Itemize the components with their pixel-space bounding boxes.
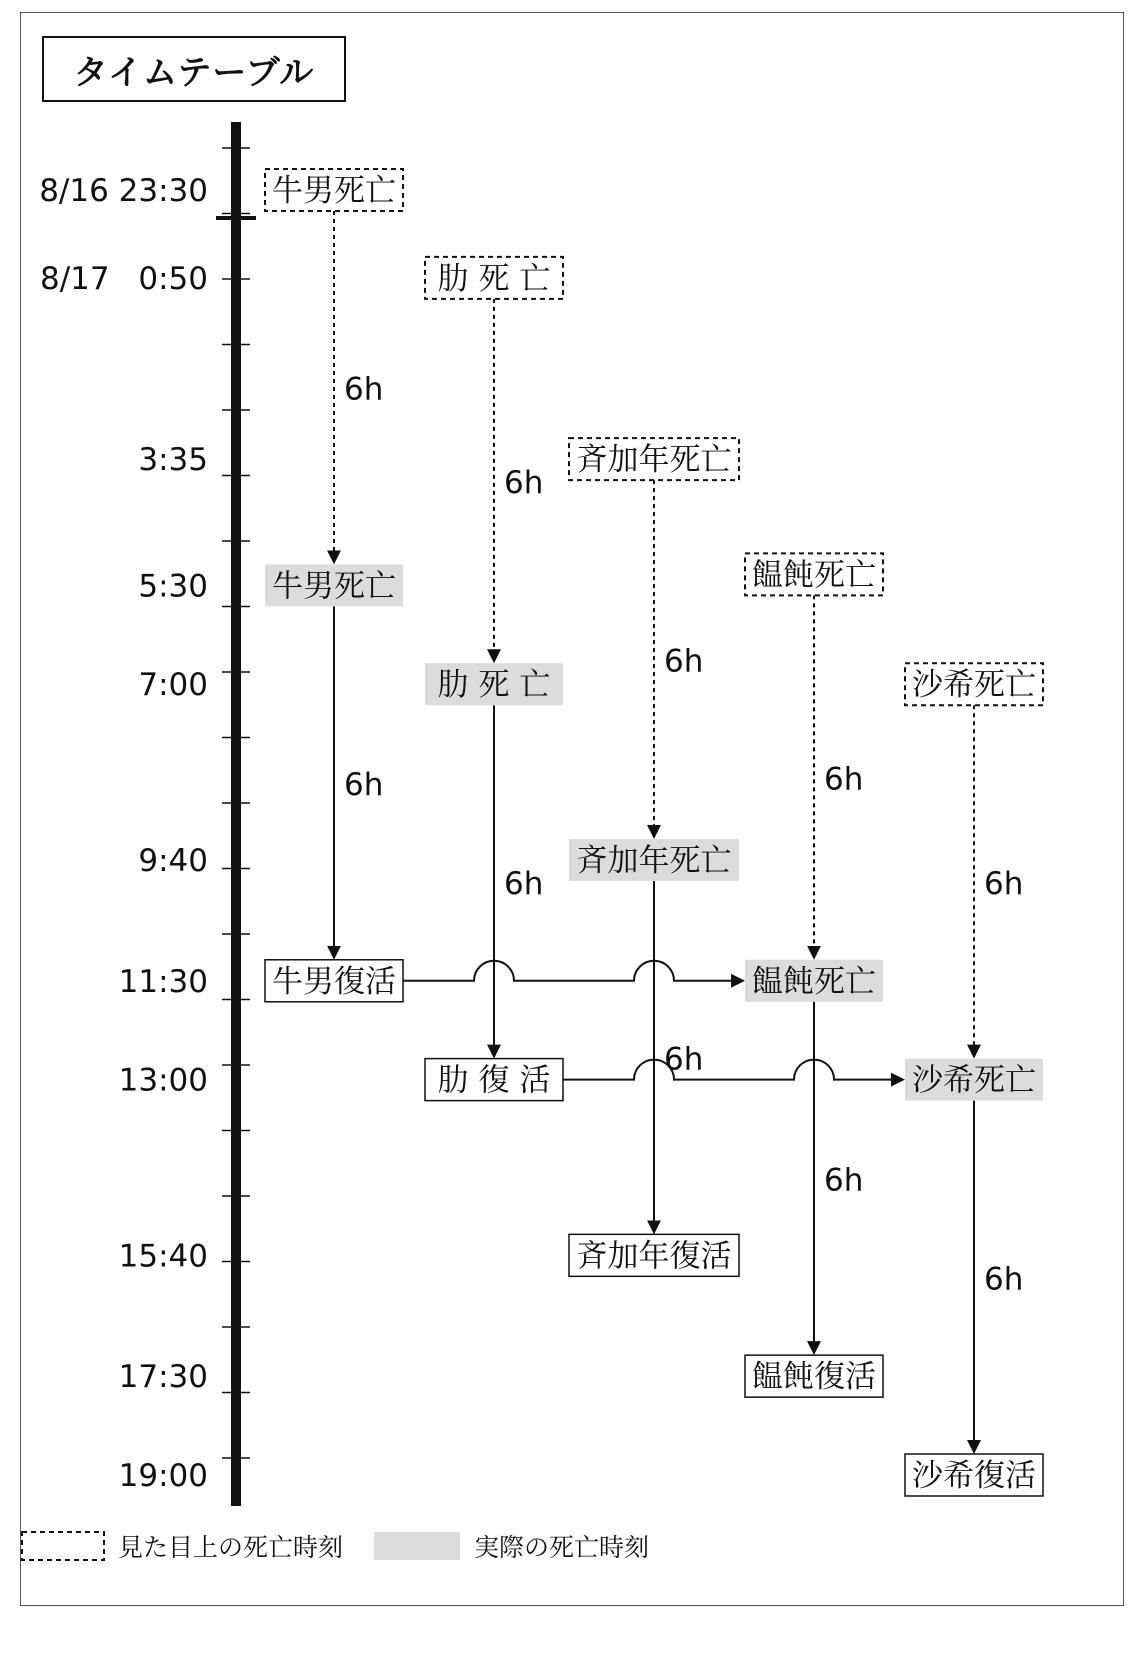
gap-label-actual: 6h <box>504 865 544 902</box>
revival-udon <box>745 1355 883 1397</box>
box-label: 牛男死亡 <box>272 568 396 605</box>
box-label: 肋 死 亡 <box>437 667 551 704</box>
gap-label-actual: 6h <box>664 1041 704 1078</box>
connection-ushio-udon <box>403 961 743 981</box>
legend-apparent-swatch <box>22 1532 104 1560</box>
box-label: 饂飩死亡 <box>752 963 876 1000</box>
apparent-death-ushio <box>265 169 403 211</box>
time-label: 0:50 <box>138 260 208 297</box>
time-label: 15:40 <box>118 1238 208 1275</box>
actual-death-saki <box>905 1059 1043 1101</box>
time-label: 7:00 <box>138 667 208 704</box>
actual-death-ushio <box>265 564 403 606</box>
time-label: 5:30 <box>138 568 208 605</box>
time-label: 19:00 <box>118 1458 208 1494</box>
gap-label-actual: 6h <box>344 767 384 804</box>
time-label: 13:00 <box>118 1062 208 1099</box>
actual-death-sekaine <box>569 839 739 881</box>
box-label: 饂飩復活 <box>752 1359 876 1396</box>
apparent-death-sekaine <box>569 438 739 480</box>
box-label: 沙希死亡 <box>912 667 1036 704</box>
time-label: 17:30 <box>118 1359 208 1396</box>
box-label: 沙希死亡 <box>912 1062 1036 1099</box>
gap-label-apparent: 6h <box>984 865 1024 902</box>
actual-death-shishi <box>425 663 563 705</box>
box-label: 牛男復活 <box>272 963 396 1000</box>
time-label: 3:35 <box>138 442 208 479</box>
box-label: 斉加年死亡 <box>576 842 732 879</box>
timeline-axis <box>39 122 256 1506</box>
box-label: 肋 死 亡 <box>437 260 551 297</box>
legend <box>22 1532 649 1562</box>
time-label: 8/16 23:30 <box>39 173 208 209</box>
revival-shishi <box>425 1059 563 1101</box>
connection-shishi-saki <box>563 1060 903 1080</box>
gap-label-apparent: 6h <box>504 465 544 502</box>
box-label: 沙希復活 <box>912 1458 1036 1494</box>
time-label: 9:40 <box>138 842 208 879</box>
legend-actual-label: 実際の死亡時刻 <box>474 1533 650 1562</box>
actual-death-udon <box>745 960 883 1002</box>
revival-saki <box>905 1454 1043 1496</box>
character-chains <box>265 169 1043 1496</box>
box-label: 肋 復 活 <box>437 1062 551 1099</box>
revival-ushio <box>265 960 403 1002</box>
box-label: 饂飩死亡 <box>752 557 876 594</box>
gap-label-actual: 6h <box>824 1162 864 1199</box>
box-label: 牛男死亡 <box>272 173 396 209</box>
gap-label-apparent: 6h <box>344 371 384 408</box>
time-label: 11:30 <box>118 963 208 1000</box>
date-label: 8/17 <box>40 260 110 297</box>
box-label: 斉加年復活 <box>576 1238 732 1275</box>
apparent-death-saki <box>905 663 1043 705</box>
legend-apparent-label: 見た目上の死亡時刻 <box>118 1533 344 1562</box>
apparent-death-udon <box>745 553 883 595</box>
apparent-death-shishi <box>425 257 563 299</box>
legend-actual-swatch <box>374 1532 460 1560</box>
gap-label-actual: 6h <box>984 1261 1024 1298</box>
gap-label-apparent: 6h <box>664 643 704 680</box>
title-text: タイムテーブル <box>73 52 315 93</box>
gap-label-apparent: 6h <box>824 761 864 798</box>
revival-sekaine <box>569 1234 739 1276</box>
box-label: 斉加年死亡 <box>576 442 732 479</box>
